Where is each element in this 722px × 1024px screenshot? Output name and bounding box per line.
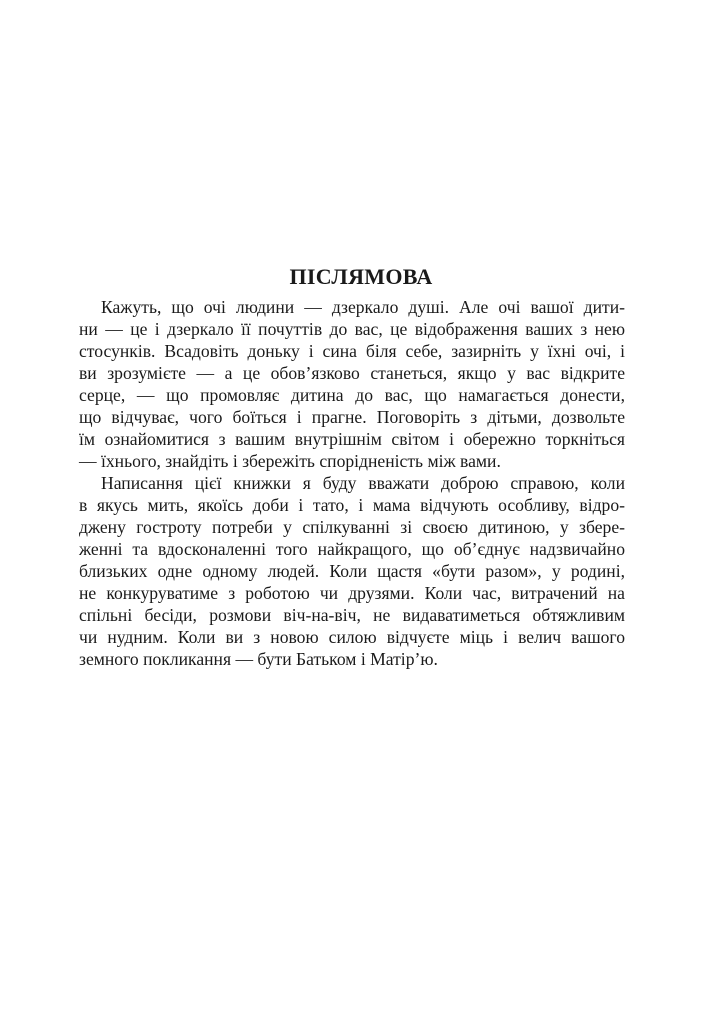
paragraph-1-line-2: ни — це і дзеркало її почуттів до вас, це відображення ваших з нею [79,319,625,339]
paragraph-2-line-2: в якусь мить, якоїсь доби і тато, і мама відчують особливу, відро- [79,495,625,515]
paragraph-1-line-7: їм ознайомитися з вашим внутрішнім світом і обережно торкніться [79,429,625,449]
paragraph-1-line-3: стосунків. Всадовіть доньку і сина біля себе, зазирніть у їхні очі, і [79,341,625,361]
paragraph-1-line-8: — їхнього, знайдіть і збережіть спорідненість між вами. [79,451,501,471]
paragraph-2-line-5: близьких одне одному людей. Коли щастя «бути разом», у родині, [79,561,625,581]
paragraph-1-line-6: що відчуває, чого боїться і прагне. Поговоріть з дітьми, дозвольте [79,407,625,427]
paragraph-2-line-6: не конкуруватиме з роботою чи друзями. Коли час, витрачений на [79,583,625,603]
paragraph-2-line-7: спільні бесіди, розмови віч-на-віч, не видаватиметься обтяжливим [79,605,625,625]
paragraph-1-line-4: ви зрозумієте — а це обов’язково станеться, якщо у вас відкрите [79,363,625,383]
paragraph-1-line-1: Кажуть, що очі людини — дзеркало душі. Але очі вашої дити- [101,297,625,317]
paragraph-1-line-5: серце, — що промовляє дитина до вас, що намагається донести, [79,385,625,405]
paragraph-2-line-1: Написання цієї книжки я буду вважати доброю справою, коли [101,473,625,493]
paragraph-2-line-4: женні та вдосконаленні того найкращого, що об’єднує надзвичайно [79,539,625,559]
paragraph-2-line-8: чи нудним. Коли ви з новою силою відчуєте міць і велич вашого [79,627,625,647]
paragraph-2-line-3: джену гостроту потреби у спілкуванні зі своєю дитиною, у збере- [79,517,625,537]
page-title: ПІСЛЯМОВА [289,264,433,289]
paragraph-2-line-9: земного покликання — бути Батьком і Матір’ю. [79,649,438,669]
